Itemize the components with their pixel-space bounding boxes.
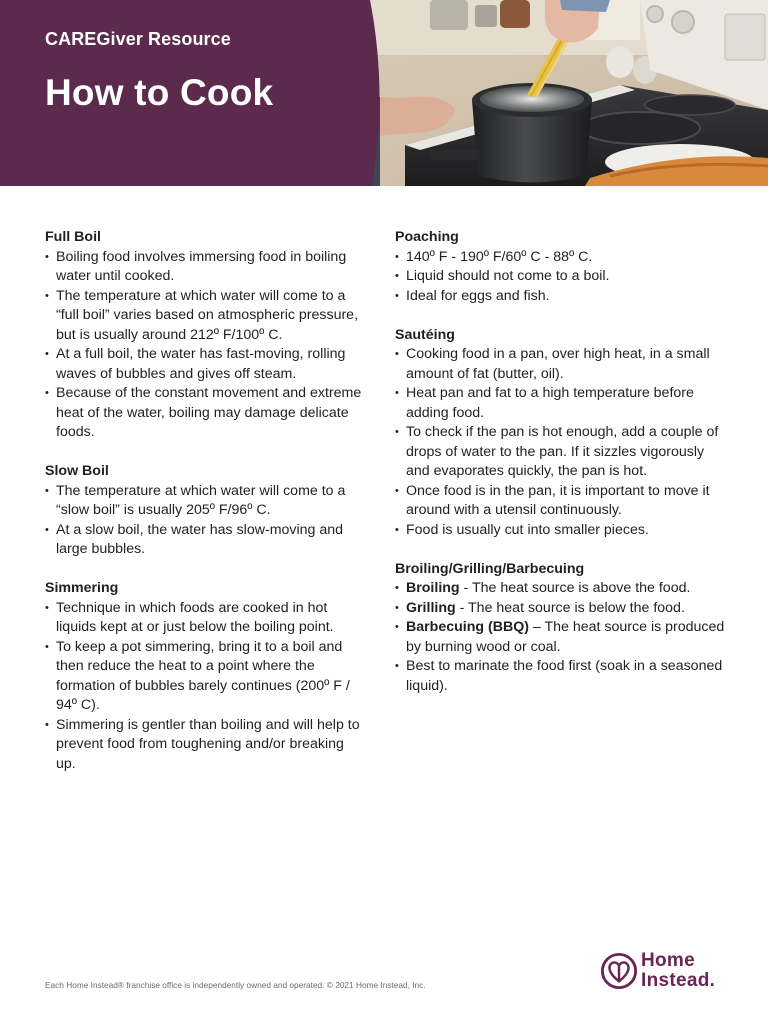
bullet-list: [395, 579, 725, 696]
bullet-item: • At a full boil, the water has fast-moving, rolling waves of bubbles and gives off steam.: [45, 345, 365, 384]
bullet-item: • Because of the constant movement and extreme heat of the water, boiling may damage delicate foods.: [45, 384, 365, 443]
bullet-item: • To check if the pan is hot enough, add a couple of drops of water to the pan. If it sizzles vigorously and evaporates quickly, the pan is hot.: [395, 423, 725, 482]
section-slow-boil: [45, 462, 365, 560]
section-title: Sautéing: [395, 326, 455, 343]
bullet-item: • Best to marinate the food first (soak in a seasoned liquid).: [395, 657, 725, 696]
section-full-boil: [45, 228, 365, 443]
section-title: Slow Boil: [45, 463, 109, 479]
term-description: - The heat source is above the food.: [459, 580, 691, 596]
logo-line-instead: Instead.: [641, 969, 716, 991]
bullet-item: • Heat pan and fat to a high temperature before adding food.: [395, 384, 725, 423]
bullet-item: • Boiling food involves immersing food in boiling water until cooked.: [45, 248, 365, 287]
left-column: [45, 228, 365, 794]
bullet-item: • Technique in which foods are cooked in hot liquids kept at or just below the boiling point.: [45, 599, 365, 638]
bullet-item: • Ideal for eggs and fish.: [395, 287, 725, 307]
bullet-item: [395, 599, 725, 619]
bullet-item: [395, 618, 725, 657]
bullet-item: • The temperature at which water will come to a “slow boil” is usually 205º F/96º C.: [45, 482, 365, 521]
bullet-item: • The temperature at which water will come to a “full boil” varies based on atmospheric pressure, but is usually around 212º F/100º C.: [45, 287, 365, 346]
term-description: - The heat source is below the food.: [455, 599, 685, 616]
term-description: – The heat source is produced by burning wood or coal.: [406, 619, 725, 655]
bullet-list: [395, 248, 725, 307]
bullet-item: • Liquid should not come to a boil.: [395, 267, 725, 287]
home-instead-heart-logo-icon: [600, 952, 638, 990]
section-sauteing: [395, 326, 725, 541]
section-title: Poaching: [395, 229, 459, 245]
bullet-list: [45, 599, 365, 775]
bullet-list: [45, 248, 365, 443]
term-grilling: Grilling: [406, 599, 456, 616]
bullet-item: • Food is usually cut into smaller pieces.: [395, 521, 725, 541]
section-title: Broiling/Grilling/Barbecuing: [395, 560, 585, 577]
term-barbecuing: Barbecuing (BBQ): [406, 619, 529, 635]
bullet-item: • Simmering is gentler than boiling and will help to prevent food from toughening and/or breaking up.: [45, 716, 365, 775]
section-title: Simmering: [45, 580, 119, 596]
logo-wordmark: [641, 951, 715, 990]
bullet-list: [45, 482, 365, 560]
bullet-item: • At a slow boil, the water has slow-moving and large bubbles.: [45, 521, 365, 560]
section-poaching: [395, 228, 725, 306]
bullet-item: [395, 579, 725, 599]
home-instead-logo: [600, 951, 740, 993]
section-simmering: [45, 579, 365, 774]
bullet-item: • Once food is in the pan, it is important to move it around with a utensil continuously.: [395, 482, 725, 521]
section-title: Full Boil: [45, 229, 101, 245]
footer-disclaimer: Each Home Instead® franchise office is independently owned and operated. © 2021 Home Instead, Inc.: [45, 980, 426, 990]
term-broiling: Broiling: [406, 580, 460, 596]
logo-line-home: Home: [641, 950, 695, 971]
bullet-item: • 140º F - 190º F/60º C - 88º C.: [395, 248, 725, 268]
header-eyebrow: CAREGiver Resource: [45, 29, 231, 49]
right-column: [395, 228, 725, 716]
bullet-item: • To keep a pot simmering, bring it to a boil and then reduce the heat to a point where the formation of bubbles barely continues (200º F / 94º C).: [45, 638, 365, 716]
header-banner: [0, 0, 768, 186]
bullet-list: [395, 345, 725, 540]
bullet-item: • Cooking food in a pan, over high heat, in a small amount of fat (butter, oil).: [395, 345, 725, 384]
page-title: How to Cook: [45, 72, 274, 113]
section-broiling-grilling-barbecuing: [395, 560, 725, 697]
